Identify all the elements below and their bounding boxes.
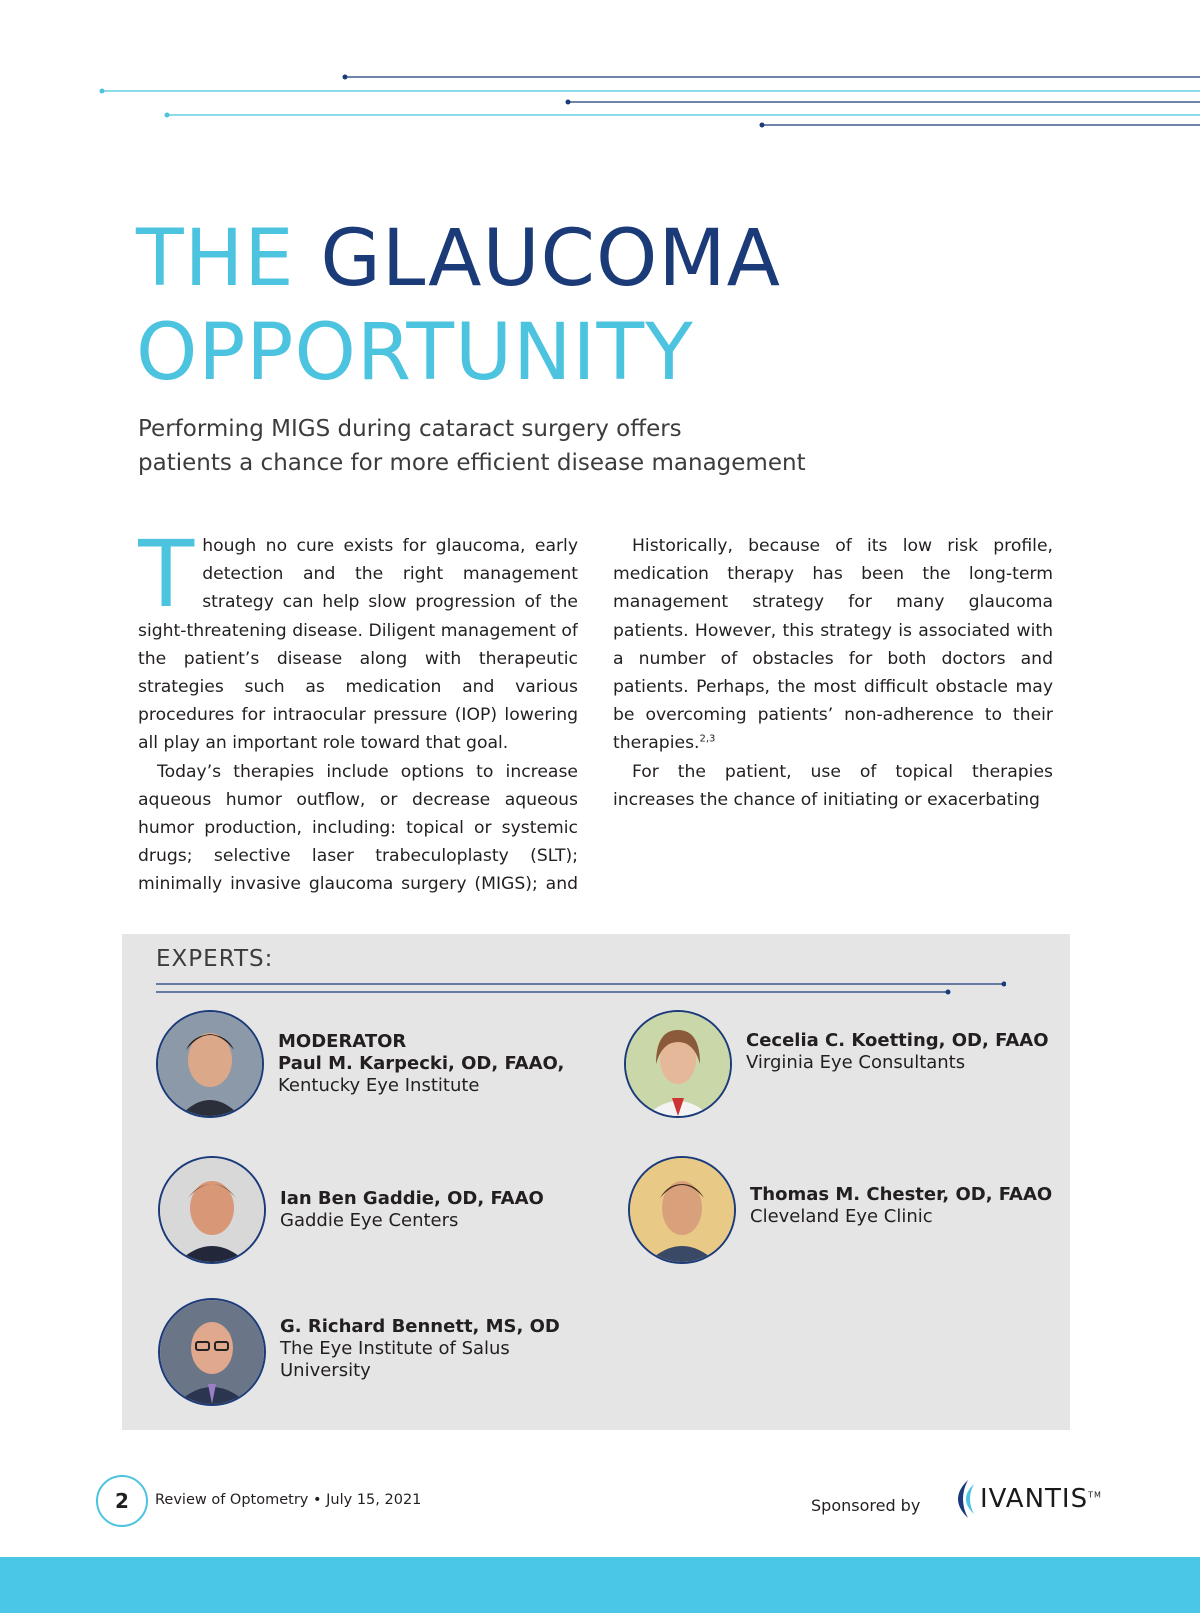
expert-name: G. Richard Bennett, MS, OD: [280, 1316, 560, 1337]
expert-affiliation: Kentucky Eye Institute: [278, 1075, 480, 1096]
expert-photo: [628, 1156, 736, 1264]
expert-card: [628, 1156, 1052, 1264]
paragraph-text: Historically, because of its low risk profile, medication therapy has been the long-term management strategy for many glaucoma patients. However, this strategy is associated with a number of obstacles for both doctors and patients. Perhaps, the most difficult obstacle may be overcoming patients’ non-adherence to their therapies.: [613, 536, 1053, 754]
article-title: [136, 212, 781, 400]
expert-affiliation: Gaddie Eye Centers: [280, 1210, 459, 1231]
expert-affiliation: Virginia Eye Consultants: [746, 1052, 966, 1073]
paragraph-text: hough no cure exists for glaucoma, early detection and the right management strategy can help slow progression of the sight-threatening disease. Diligent management of the patient’s disease along with therapeutic strategies such as medication and various procedures for intraocular pressure (IOP) lowering all play an important role toward that goal.: [138, 536, 578, 754]
header-decorative-lines: [0, 0, 1200, 140]
article-paragraph: [138, 532, 578, 758]
expert-name: Paul M. Karpecki, OD, FAAO,: [278, 1053, 565, 1074]
page-number: 2: [96, 1475, 148, 1527]
expert-card: [156, 1010, 564, 1118]
expert-name: Cecelia C. Koetting, OD, FAAO: [746, 1030, 1049, 1051]
article-column-right: [613, 532, 1053, 900]
expert-photo: [158, 1298, 266, 1406]
expert-card: [624, 1010, 1049, 1118]
title-word-the: THE: [136, 214, 295, 304]
logo-text: IVANTIS: [980, 1484, 1089, 1514]
expert-name: Thomas M. Chester, OD, FAAO: [750, 1184, 1053, 1205]
title-word-opportunity: OPPORTUNITY: [136, 308, 694, 398]
expert-card: [158, 1298, 560, 1406]
expert-photo: [624, 1010, 732, 1118]
expert-photo: [158, 1156, 266, 1264]
title-word-glaucoma: GLAUCOMA: [320, 214, 782, 304]
paragraph-text: For the patient, use of topical therapies increases the chance of initiating or exacerbating: [613, 761, 1053, 810]
paragraph-text: Today’s therapies include options to increase aqueous humor outflow, or decrease aqueous humor production, including: topical or systemic drugs; selective laser trabeculoplasty (SLT); minimally invasive glaucoma surgery (MIGS); and: [138, 761, 578, 895]
footnote-ref: 2,3: [699, 733, 716, 745]
experts-panel: [122, 934, 1070, 1430]
article-paragraph: [613, 758, 1053, 814]
expert-name: Ian Ben Gaddie, OD, FAAO: [280, 1188, 544, 1209]
expert-affiliation: Cleveland Eye Clinic: [750, 1206, 933, 1227]
article-paragraph: [138, 758, 578, 900]
article-paragraph: [613, 532, 1053, 758]
publication-info: Review of Optometry • July 15, 2021: [155, 1492, 422, 1508]
article-column-left: [138, 532, 578, 900]
article-subtitle: Performing MIGS during cataract surgery offers patients a chance for more efficient disease management: [138, 416, 806, 476]
expert-card: [158, 1156, 544, 1264]
expert-affiliation: The Eye Institute of Salus University: [280, 1338, 510, 1381]
expert-photo: [156, 1010, 264, 1118]
ivantis-logo-icon: [946, 1478, 976, 1520]
experts-heading: EXPERTS:: [156, 946, 274, 972]
drop-cap: T: [138, 532, 195, 628]
experts-divider-lines: [156, 978, 1006, 998]
logo-trademark: TM: [1088, 1490, 1102, 1500]
sponsored-by-label: Sponsored by: [811, 1496, 921, 1515]
ivantis-logo: [946, 1478, 1102, 1520]
expert-role: MODERATOR: [278, 1031, 407, 1052]
bottom-color-band: [0, 1557, 1200, 1613]
